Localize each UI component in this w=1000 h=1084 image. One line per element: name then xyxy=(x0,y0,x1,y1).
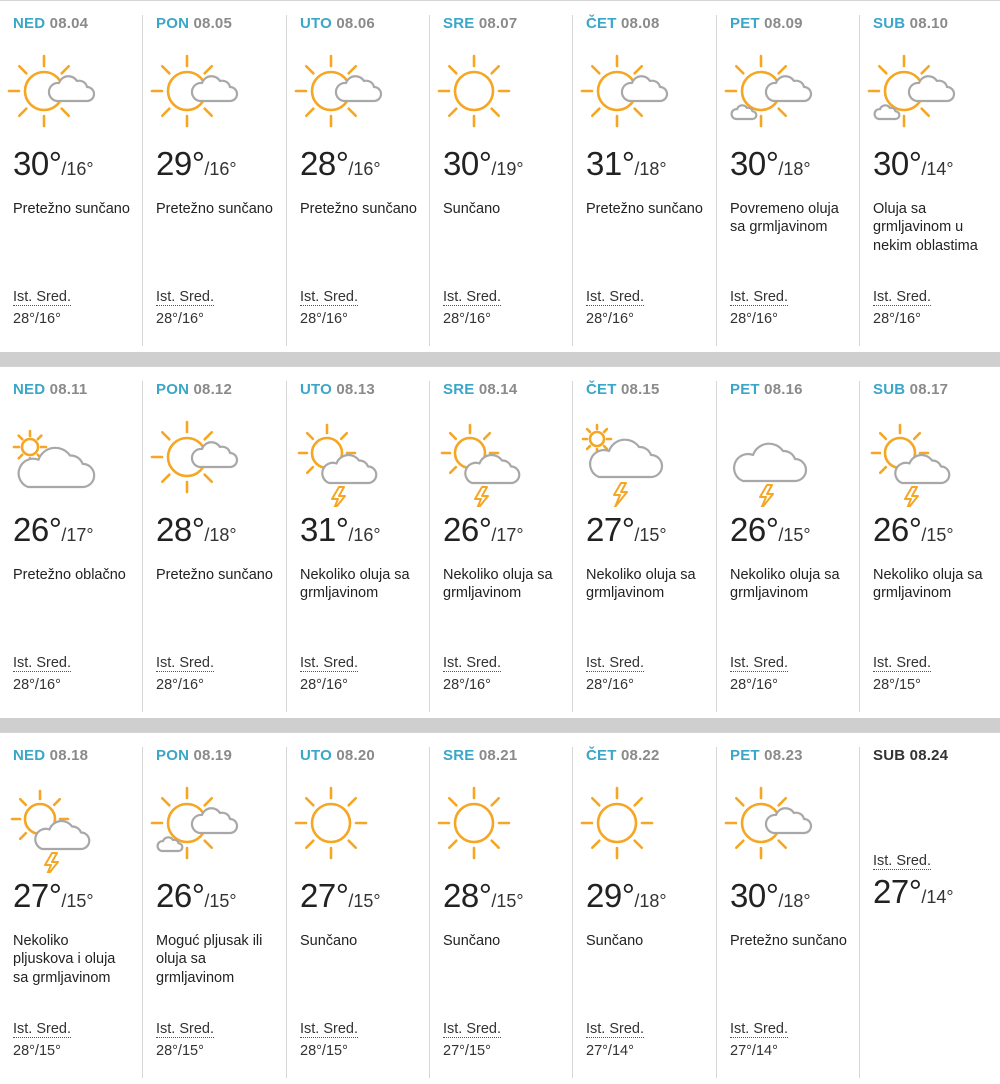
sun-thunder-icon xyxy=(0,773,100,873)
day-number: 08.04 xyxy=(49,15,89,32)
historical-average-value: 28°/15° xyxy=(13,1043,61,1059)
week-separator xyxy=(0,352,1000,366)
day-date xyxy=(443,15,517,32)
sun-two-clouds-icon xyxy=(717,41,817,141)
temperature xyxy=(300,511,381,549)
historical-average-label[interactable]: Ist. Sred. xyxy=(586,289,645,305)
temp-high: 26° xyxy=(443,511,492,548)
day-date xyxy=(586,15,660,32)
temperature xyxy=(873,511,954,549)
day-number: 08.24 xyxy=(909,747,949,764)
temp-high: 27° xyxy=(13,877,62,914)
temperature xyxy=(443,877,524,915)
condition-text: Pretežno sunčano xyxy=(156,201,273,217)
historical-average-value: 28°/16° xyxy=(300,311,348,327)
day-date xyxy=(156,15,232,32)
day-name: PET xyxy=(730,15,760,32)
temp-low: /15° xyxy=(348,891,381,911)
historical-average-value: 27°/14° xyxy=(586,1043,634,1059)
day-name: NED xyxy=(13,15,46,32)
day-card[interactable] xyxy=(430,367,573,718)
day-card[interactable] xyxy=(573,367,716,718)
day-name: PON xyxy=(156,15,190,32)
day-card[interactable] xyxy=(0,1,143,352)
temp-high: 26° xyxy=(873,511,922,548)
condition-text: Pretežno sunčano xyxy=(730,933,847,949)
historical-average-label[interactable]: Ist. Sred. xyxy=(586,655,645,671)
temp-high: 29° xyxy=(156,145,205,182)
day-number: 08.05 xyxy=(193,15,233,32)
day-name: ČET xyxy=(586,381,617,398)
day-card[interactable] xyxy=(717,733,860,1084)
temp-low: /17° xyxy=(61,525,94,545)
condition-text: Nekoliko pljuskova i oluja sa grmljavinom xyxy=(13,933,116,986)
day-date xyxy=(13,15,88,32)
day-date xyxy=(300,381,375,398)
partly-sunny-icon xyxy=(573,41,673,141)
historical-average-value: 28°/15° xyxy=(156,1043,204,1059)
temperature xyxy=(873,145,954,183)
temperature xyxy=(156,511,237,549)
day-card[interactable] xyxy=(0,733,143,1084)
historical-average-value: 28°/16° xyxy=(730,677,778,693)
day-date xyxy=(730,15,803,32)
day-number: 08.19 xyxy=(193,747,233,764)
historical-average-value: 28°/16° xyxy=(873,311,921,327)
temp-high: 28° xyxy=(300,145,349,182)
day-name: UTO xyxy=(300,747,332,764)
temp-low: /15° xyxy=(921,525,954,545)
day-card[interactable] xyxy=(717,1,860,352)
temperature xyxy=(873,873,954,911)
thunder-cloud-icon xyxy=(717,407,817,507)
condition-text: Oluja sa grmljavinom u nekim oblastima xyxy=(873,201,978,254)
temp-high: 27° xyxy=(300,877,349,914)
temp-low: /15° xyxy=(204,891,237,911)
temp-low: /16° xyxy=(61,159,94,179)
temperature xyxy=(443,145,524,183)
day-name: PON xyxy=(156,747,190,764)
temp-low: /15° xyxy=(491,891,524,911)
temperature xyxy=(300,145,381,183)
sunny-icon xyxy=(430,41,530,141)
day-date xyxy=(443,381,517,398)
day-number: 08.14 xyxy=(478,381,518,398)
temperature xyxy=(13,145,94,183)
historical-average-label[interactable]: Ist. Sred. xyxy=(13,289,72,305)
temperature xyxy=(156,877,237,915)
historical-average-label[interactable]: Ist. Sred. xyxy=(13,655,72,671)
week-row xyxy=(0,732,1000,1084)
historical-average-value: 28°/16° xyxy=(586,311,634,327)
historical-average-label[interactable]: Ist. Sred. xyxy=(730,1021,789,1037)
historical-average-label[interactable]: Ist. Sred. xyxy=(443,655,502,671)
day-name: SRE xyxy=(443,747,475,764)
day-number: 08.13 xyxy=(336,381,375,398)
temperature xyxy=(586,145,667,183)
day-name: UTO xyxy=(300,381,332,398)
temp-high: 31° xyxy=(300,511,349,548)
day-date xyxy=(13,381,87,398)
temp-high: 28° xyxy=(443,877,492,914)
condition-text: Nekoliko oluja sa grmljavinom xyxy=(586,567,696,602)
temp-high: 30° xyxy=(730,145,779,182)
temperature xyxy=(156,145,237,183)
day-name: SUB xyxy=(873,381,906,398)
historical-average-value: 28°/15° xyxy=(873,677,921,693)
partly-sunny-icon xyxy=(143,407,243,507)
historical-average-label[interactable]: Ist. Sred. xyxy=(730,655,789,671)
condition-text: Nekoliko oluja sa grmljavinom xyxy=(730,567,840,602)
historical-average-value: 28°/16° xyxy=(443,311,491,327)
temp-low: /18° xyxy=(778,159,811,179)
cloud-sun-thunder-icon xyxy=(573,407,673,507)
day-name: ČET xyxy=(586,15,617,32)
temperature xyxy=(443,511,524,549)
historical-average-value: 28°/16° xyxy=(730,311,778,327)
historical-average-label[interactable]: Ist. Sred. xyxy=(873,289,932,305)
day-card[interactable] xyxy=(143,367,286,718)
day-name: SUB xyxy=(873,747,906,764)
historical-average-value: 28°/15° xyxy=(300,1043,348,1059)
day-number: 08.07 xyxy=(478,15,518,32)
day-name: SRE xyxy=(443,15,475,32)
day-name: ČET xyxy=(586,747,617,764)
temp-low: /19° xyxy=(491,159,524,179)
temp-high: 28° xyxy=(156,511,205,548)
sun-thunder-icon xyxy=(287,407,387,507)
day-date xyxy=(156,381,232,398)
day-card[interactable] xyxy=(287,367,430,718)
sun-thunder-icon xyxy=(860,407,960,507)
sun-two-clouds-icon xyxy=(860,41,960,141)
temp-low: /15° xyxy=(61,891,94,911)
day-date xyxy=(300,747,375,764)
sun-two-clouds-icon xyxy=(143,773,243,873)
day-date xyxy=(586,381,660,398)
temp-low: /17° xyxy=(491,525,524,545)
day-number: 08.21 xyxy=(478,747,518,764)
temperature xyxy=(586,877,667,915)
day-name: SUB xyxy=(873,15,906,32)
condition-text: Pretežno sunčano xyxy=(156,567,273,583)
day-card[interactable] xyxy=(143,1,286,352)
partly-sunny-icon xyxy=(287,41,387,141)
day-card[interactable] xyxy=(860,733,1000,1084)
day-date xyxy=(586,747,660,764)
historical-average-value: 28°/16° xyxy=(13,311,61,327)
temp-low: /14° xyxy=(921,159,954,179)
historical-average-label[interactable]: Ist. Sred. xyxy=(873,853,932,869)
week-row xyxy=(0,0,1000,352)
historical-average-label[interactable]: Ist. Sred. xyxy=(300,1021,359,1037)
historical-average-label[interactable]: Ist. Sred. xyxy=(300,289,359,305)
partly-sunny-icon xyxy=(0,41,100,141)
historical-average-label[interactable]: Ist. Sred. xyxy=(13,1021,72,1037)
day-name: PET xyxy=(730,381,760,398)
day-name: PET xyxy=(730,747,760,764)
temperature xyxy=(730,145,811,183)
day-card[interactable] xyxy=(573,733,716,1084)
day-card[interactable] xyxy=(430,1,573,352)
historical-average-label[interactable]: Ist. Sred. xyxy=(156,289,215,305)
day-date xyxy=(730,747,803,764)
day-number: 08.10 xyxy=(909,15,949,32)
condition-text: Nekoliko oluja sa grmljavinom xyxy=(300,567,410,602)
condition-text: Pretežno oblačno xyxy=(13,567,126,583)
sun-thunder-icon xyxy=(430,407,530,507)
sunny-icon xyxy=(430,773,530,873)
day-name: PON xyxy=(156,381,190,398)
temp-low: /16° xyxy=(348,159,381,179)
historical-average-value: 28°/16° xyxy=(586,677,634,693)
temperature xyxy=(13,877,94,915)
temp-low: /18° xyxy=(778,891,811,911)
day-number: 08.22 xyxy=(620,747,660,764)
historical-average-value: 27°/14° xyxy=(730,1043,778,1059)
temp-high: 26° xyxy=(13,511,62,548)
day-card[interactable] xyxy=(143,733,286,1084)
historical-average-label[interactable]: Ist. Sred. xyxy=(156,655,215,671)
day-date xyxy=(730,381,803,398)
day-number: 08.20 xyxy=(336,747,375,764)
temp-high: 29° xyxy=(586,877,635,914)
day-date xyxy=(156,747,232,764)
temp-low: /15° xyxy=(778,525,811,545)
temp-high: 27° xyxy=(586,511,635,548)
week-row xyxy=(0,366,1000,718)
day-number: 08.12 xyxy=(193,381,233,398)
day-date xyxy=(300,15,375,32)
condition-text: Nekoliko oluja sa grmljavinom xyxy=(873,567,983,602)
historical-average-value: 28°/16° xyxy=(443,677,491,693)
historical-average-label[interactable]: Ist. Sred. xyxy=(730,289,789,305)
historical-average-label[interactable]: Ist. Sred. xyxy=(156,1021,215,1037)
temp-high: 26° xyxy=(156,877,205,914)
day-date xyxy=(873,747,948,764)
temperature xyxy=(300,877,381,915)
historical-average-value: 28°/16° xyxy=(156,311,204,327)
day-number: 08.23 xyxy=(764,747,803,764)
sunny-icon xyxy=(287,773,387,873)
day-date xyxy=(873,381,948,398)
temp-low: /18° xyxy=(634,159,667,179)
day-number: 08.08 xyxy=(620,15,660,32)
temperature xyxy=(730,511,811,549)
condition-text: Sunčano xyxy=(443,933,501,949)
historical-average-label[interactable]: Ist. Sred. xyxy=(443,1021,502,1037)
historical-average-value: 28°/16° xyxy=(156,677,204,693)
day-date xyxy=(443,747,517,764)
sunny-icon xyxy=(573,773,673,873)
day-card[interactable] xyxy=(717,367,860,718)
temp-high: 31° xyxy=(586,145,635,182)
day-date xyxy=(13,747,88,764)
historical-average-label[interactable]: Ist. Sred. xyxy=(586,1021,645,1037)
temp-high: 30° xyxy=(443,145,492,182)
condition-text: Pretežno sunčano xyxy=(586,201,703,217)
day-number: 08.09 xyxy=(764,15,803,32)
day-number: 08.15 xyxy=(620,381,660,398)
temp-low: /14° xyxy=(921,887,954,907)
day-number: 08.06 xyxy=(336,15,375,32)
condition-text: Pretežno sunčano xyxy=(13,201,130,217)
mostly-cloudy-icon xyxy=(0,407,100,507)
partly-sunny-icon xyxy=(143,41,243,141)
historical-average-label[interactable]: Ist. Sred. xyxy=(873,655,932,671)
condition-text: Sunčano xyxy=(586,933,644,949)
temperature xyxy=(586,511,667,549)
temp-low: /15° xyxy=(634,525,667,545)
day-number: 08.11 xyxy=(49,381,88,398)
temp-low: /16° xyxy=(204,159,237,179)
temperature xyxy=(730,877,811,915)
day-number: 08.16 xyxy=(764,381,803,398)
week-separator xyxy=(0,718,1000,732)
condition-text: Pretežno sunčano xyxy=(300,201,417,217)
day-date xyxy=(873,15,948,32)
temp-high: 26° xyxy=(730,511,779,548)
day-number: 08.18 xyxy=(49,747,89,764)
historical-average-label[interactable]: Ist. Sred. xyxy=(443,289,502,305)
day-card[interactable] xyxy=(860,1,1000,352)
historical-average-value: 28°/16° xyxy=(300,677,348,693)
temp-high: 30° xyxy=(13,145,62,182)
condition-text: Sunčano xyxy=(443,201,501,217)
day-name: NED xyxy=(13,381,46,398)
temp-low: /18° xyxy=(634,891,667,911)
condition-text: Moguć pljusak ili oluja sa grmljavinom xyxy=(156,933,263,986)
condition-text: Povremeno oluja sa grmljavinom xyxy=(730,201,839,236)
condition-text: Nekoliko oluja sa grmljavinom xyxy=(443,567,553,602)
historical-average-value: 27°/15° xyxy=(443,1043,491,1059)
condition-text: Sunčano xyxy=(300,933,358,949)
day-number: 08.17 xyxy=(909,381,949,398)
historical-average-label[interactable]: Ist. Sred. xyxy=(300,655,359,671)
partly-sunny-icon xyxy=(717,773,817,873)
day-card[interactable] xyxy=(430,733,573,1084)
temp-high: 30° xyxy=(873,145,922,182)
day-name: UTO xyxy=(300,15,332,32)
day-card[interactable] xyxy=(573,1,716,352)
day-card[interactable] xyxy=(287,733,430,1084)
temp-high: 30° xyxy=(730,877,779,914)
temp-low: /16° xyxy=(348,525,381,545)
temp-high: 27° xyxy=(873,873,922,910)
day-card[interactable] xyxy=(287,1,430,352)
day-card[interactable] xyxy=(860,367,1000,718)
temp-low: /18° xyxy=(204,525,237,545)
day-card[interactable] xyxy=(0,367,143,718)
historical-average-value: 28°/16° xyxy=(13,677,61,693)
temperature xyxy=(13,511,94,549)
day-name: SRE xyxy=(443,381,475,398)
day-name: NED xyxy=(13,747,46,764)
